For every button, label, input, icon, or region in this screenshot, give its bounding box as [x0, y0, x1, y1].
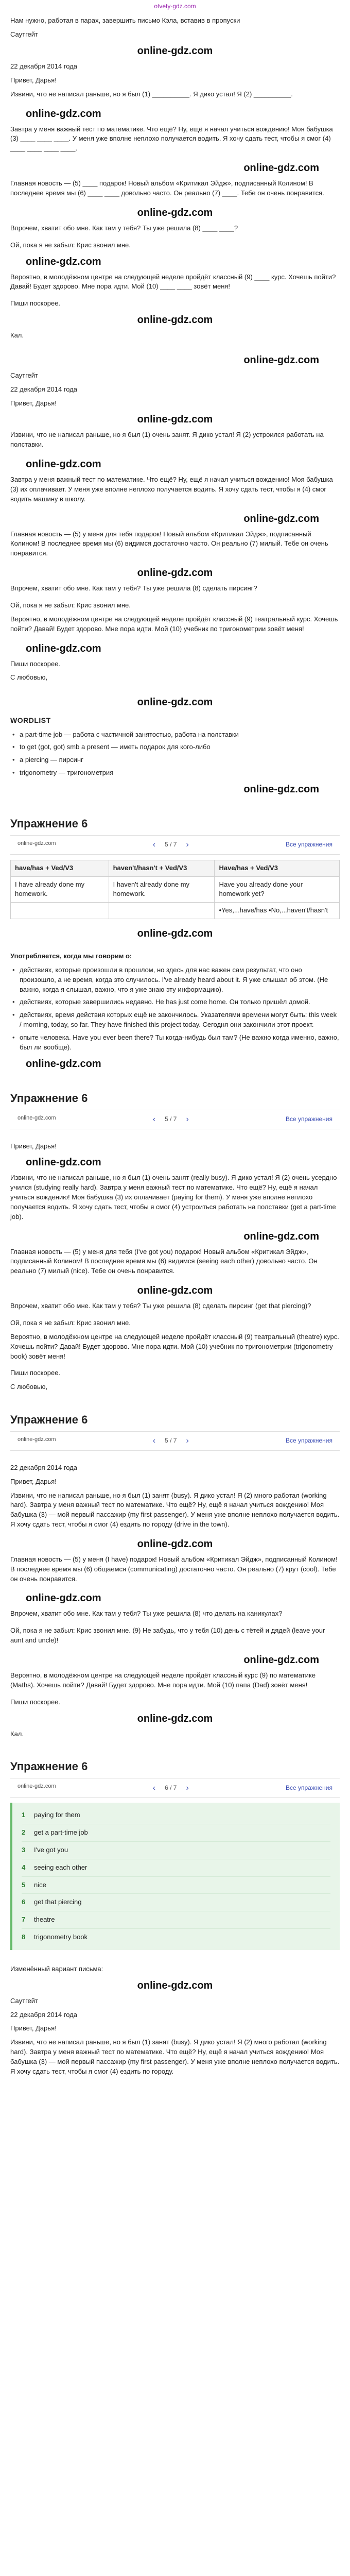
table-header: haven't/hasn't + Ved/V3: [109, 860, 215, 876]
exercise-section: [0, 1746, 350, 1960]
watermark: online-gdz.com: [26, 1058, 101, 1070]
answer-text: nice: [34, 1880, 46, 1889]
watermark: online-gdz.com: [137, 414, 213, 426]
letter-date: 22 декабря 2014 года: [10, 2010, 78, 2019]
list-item: • действиях, которые завершились недавно. He has just come home. Он только пришёл домой.: [10, 997, 340, 1007]
letter-paragraph: Пиши поскорее.: [10, 659, 61, 668]
letter-paragraph: Главная новость — (5) у меня для тебя (I've got you) подарок! Новый альбом «Критикал Эйдж», подписанный Колином! В последнее время мы (6) видимся (seeing each other) довольно часто. Он реально (7) милый (nice). Тебе он очень понравится.: [10, 1247, 318, 1275]
list-item: [22, 1929, 330, 1946]
site-link[interactable]: otvetу-gdz.com: [154, 3, 196, 10]
list-item: [22, 1859, 330, 1877]
list-item: [22, 1824, 330, 1842]
answer-text: theatre: [34, 1916, 55, 1924]
list-item: [22, 1877, 330, 1894]
letter-paragraph: Ой, пока я не забыл: Крис звонил мне.: [10, 1318, 131, 1327]
page-indicator: 5 / 7: [165, 1115, 177, 1123]
table-cell: [11, 903, 109, 919]
letter-paragraph: Вероятно, в молодёжном центре на следующей неделе пройдёт классный (9) театральный (theatre) курс. Хочешь пойти? Давай! Будет здорово. Мне пора идти. Мой (10) учебник по тригонометрии (trigonometry book) зовёт меня!: [10, 1332, 339, 1360]
answer-text: get a part-time job: [34, 1828, 88, 1837]
watermark: online-gdz.com: [137, 697, 213, 708]
letter-place: Саутгейт: [10, 30, 38, 39]
watermark: online-gdz.com: [26, 642, 101, 654]
letter-task: [0, 12, 350, 348]
all-exercises-link[interactable]: Все упражнения: [285, 841, 332, 849]
letter-greeting: Привет, Дарья!: [10, 76, 57, 84]
wordlist-heading: WORDLIST: [10, 716, 51, 725]
letter-date: 22 декабря 2014 года: [10, 385, 78, 393]
exercise-nav: [10, 1431, 340, 1451]
section-heading: Изменённый вариант письма:: [10, 1964, 103, 1973]
answer-text: seeing each other: [34, 1863, 87, 1871]
watermark: online-gdz.com: [18, 1114, 56, 1121]
letter-paragraph: Извини, что не написал раньше, но я был (1) занят (busy). Я дико устал! Я (2) много работал (working hard). Завтра у меня важный тест по математике. Что ещё? Ну, ещё я начал учиться вождению! Моя бабушка (3) — мой первый пассажир (my first passenger). У меня уже вполне неплохо получается водить. Я хочу сдать тест, чтобы я смог (4) ездить по городу.: [10, 2038, 340, 2075]
watermark: online-gdz.com: [137, 314, 213, 326]
answer-text: trigonometry book: [34, 1933, 88, 1941]
next-arrow-icon[interactable]: ›: [186, 1436, 189, 1446]
letter-greeting: Привет, Дарья!: [10, 399, 57, 407]
list-item: • trigonometry — тригонометрия: [10, 768, 340, 778]
exercise-section: [0, 1399, 350, 1459]
table-row: [11, 903, 340, 919]
watermark: online-gdz.com: [26, 459, 101, 470]
watermark: online-gdz.com: [243, 513, 319, 524]
watermark: online-gdz.com: [26, 1157, 101, 1168]
letter-paragraph: Извини, что не написал раньше, но я был (1) занят (busy). Я дико устал! Я (2) много работал (working hard). Завтра у меня важный тест по математике. Что ещё? Ну, ещё я начал учиться вождению! Моя бабушка (3) — мой первый пассажир (my first passenger). У меня уже вполне неплохо получается водить. Я хочу сдать тест, чтобы я смог (4) ездить по городу (drive in the town).: [10, 1491, 340, 1529]
letter-modified: [0, 1960, 350, 2087]
all-exercises-link[interactable]: Все упражнения: [285, 1115, 332, 1123]
answer-list: [10, 1803, 340, 1950]
letter-paragraph: Главная новость — (5) у меня (I have) подарок! Новый альбом «Критикал Эйдж», подписанный Колином! В последнее время мы (6) общаемся (communicating) достаточно часто. Он реально (7) крут (cool). Тебе он очень понравится.: [10, 1555, 338, 1583]
letter-variant: [0, 1459, 350, 1747]
answer-number: 3: [22, 1845, 26, 1854]
list-item: • to get (got, got) smb a present — иметь подарок для кого-либо: [10, 742, 340, 752]
watermark: online-gdz.com: [137, 1285, 213, 1297]
letter-paragraph: С любовью,: [10, 673, 48, 682]
watermark: online-gdz.com: [18, 1783, 56, 1790]
answer-number: 5: [22, 1880, 26, 1889]
watermark: online-gdz.com: [137, 567, 213, 579]
letter-paragraph: Пиши поскорее.: [10, 1369, 61, 1377]
letter-paragraph: Извини, что не написал раньше, но я был (1) очень занят (really busy). Я дико устал! Я (2) очень усердно учился (studying really hard). Завтра у меня важный тест по математике. Что ещё? Ну, ещё я начал учиться вождению! Моя бабушка (3) их оплачивает (paying for them). У меня уже вполне неплохо получается водить. Я хочу сдать тест, чтобы я смог (4) устроиться работать на полставки (get a part-time job).: [10, 1174, 337, 1221]
list-item: [22, 1842, 330, 1859]
exercise-section: [0, 803, 350, 947]
usage-section: [0, 947, 350, 1078]
watermark: online-gdz.com: [243, 783, 319, 795]
watermark: online-gdz.com: [137, 207, 213, 218]
table-header: have/has + Ved/V3: [11, 860, 109, 876]
answer-number: 7: [22, 1916, 26, 1924]
watermark: online-gdz.com: [137, 45, 213, 57]
exercise-pager: [153, 1435, 189, 1447]
watermark: online-gdz.com: [137, 1979, 213, 1991]
letter-sign: Кал.: [10, 331, 24, 340]
page-indicator: 5 / 7: [165, 1437, 177, 1445]
letter-paragraph: Впрочем, хватит обо мне. Как там у тебя? Ты уже решила (8) что делать на каникулах?: [10, 1609, 283, 1618]
watermark: online-gdz.com: [243, 1230, 319, 1242]
letter-date: 22 декабря 2014 года: [10, 1463, 78, 1471]
answer-text: get that piercing: [34, 1898, 82, 1906]
prev-arrow-icon[interactable]: ‹: [152, 1114, 156, 1124]
letter-paragraph: Впрочем, хватит обо мне. Как там у тебя? Ты уже решила (8) сделать пирсинг (get that piercing)?: [10, 1302, 311, 1310]
letter-paragraph: Извини, что не написал раньше, но я был (1) очень занят. Я дико устал! Я (2) устроился работать на полставки.: [10, 431, 324, 449]
list-item: [22, 1807, 330, 1824]
exercise-title: Упражнение 6: [10, 817, 88, 830]
watermark: online-gdz.com: [137, 1713, 213, 1724]
watermark: online-gdz.com: [137, 1538, 213, 1550]
list-item: • опыте человека. Have you ever been there? Ты когда-нибудь был там? (Не важно когда именно, важно, был ли вообще).: [10, 1033, 340, 1053]
letter-paragraph: Вероятно, в молодёжном центре на следующей неделе пройдёт классный (9) ____ курс. Хочешь пойти? Давай! Будет здорово. Мне пора идти. Мой (10) ____ ____ зовёт меня!: [10, 273, 336, 291]
letter-greeting: Привет, Дарья!: [10, 1142, 57, 1150]
usage-heading: Употребляется, когда мы говорим о:: [10, 952, 132, 960]
list-item: • a piercing — пирсинг: [10, 755, 340, 765]
watermark: online-gdz.com: [243, 354, 319, 366]
watermark: online-gdz.com: [137, 928, 213, 940]
answer-text: I've got you: [34, 1845, 68, 1854]
table-row: [11, 876, 340, 903]
letter-paragraph: Пиши поскорее.: [10, 299, 61, 308]
table-cell: I haven't already done my homework.: [109, 876, 215, 903]
prev-arrow-icon[interactable]: ‹: [152, 840, 156, 850]
all-exercises-link[interactable]: Все упражнения: [285, 1784, 332, 1791]
watermark: online-gdz.com: [18, 1436, 56, 1443]
prev-arrow-icon[interactable]: ‹: [152, 1783, 156, 1792]
exercise-title: Упражнение 6: [10, 1091, 88, 1105]
letter-paragraph: Впрочем, хватит обо мне. Как там у тебя? Ты уже решила (8) сделать пирсинг?: [10, 584, 257, 592]
exercise-nav: [10, 835, 340, 855]
letter-paragraph: Завтра у меня важный тест по математике. Что ещё? Ну, ещё я начал учиться вождению! Моя бабушка (3) ____ ____ ____. У меня уже вполне неплохо получается водить. Я хочу сдать тест, чтобы я смог (4) ____ ____ ____ ____.: [10, 125, 333, 152]
exercise-pager: [153, 1782, 189, 1794]
task-intro: Нам нужно, работая в парах, завершить письмо Кэла, вставив в пропуски: [10, 16, 240, 25]
watermark: online-gdz.com: [26, 256, 101, 267]
letter-date: 22 декабря 2014 года: [10, 62, 78, 71]
exercise-pager: [153, 1113, 189, 1125]
answer-text: paying for them: [34, 1811, 80, 1819]
letter-paragraph: Извини, что не написал раньше, но я был (1) __________. Я дико устал! Я (2) __________.: [10, 90, 293, 98]
exercise-title: Упражнение 6: [10, 1413, 88, 1427]
exercise-nav: [10, 1110, 340, 1129]
letter-paragraph: Завтра у меня важный тест по математике. Что ещё? Ну, ещё я начал учиться вождению! Моя бабушка (3) их оплачивает. У меня уже вполне неплохо получается водить. Я хочу сдать тест, чтобы я (4) смог водить машину в школу.: [10, 476, 333, 503]
letter-paragraph: Впрочем, хватит обо мне. Как там у тебя? Ты уже решила (8) ____ ____?: [10, 224, 238, 232]
grammar-table: [10, 860, 340, 919]
letter-paragraph: Главная новость — (5) у меня для тебя подарок! Новый альбом «Критикал Эйдж», подписанный Колином! В последнее время мы (6) видимся достаточно часто. Он реально (7) милый. Тебе он очень понравится.: [10, 530, 328, 557]
watermark: online-gdz.com: [26, 1592, 101, 1604]
wordlist-items: [10, 730, 340, 778]
watermark: online-gdz.com: [243, 1654, 319, 1666]
all-exercises-link[interactable]: Все упражнения: [285, 1437, 332, 1445]
table-cell: •Yes,...have/has •No,...haven't/hasn't: [215, 903, 340, 919]
letter-paragraph: Ой, пока я не забыл: Крис звонил мне.: [10, 241, 131, 249]
usage-items: [10, 965, 340, 1053]
answer-number: 6: [22, 1898, 26, 1906]
list-item: • a part-time job — работа с частичной занятостью, работа на полставки: [10, 730, 340, 740]
letter-paragraph: Ой, пока я не забыл: Крис звонил мне. (9) Не забудь, что у тебя (10) день с тётей и дядей (leave your aunt and uncle)!: [10, 1626, 325, 1645]
letter-paragraph: Вероятно, в молодёжном центре на следующей неделе пройдёт классный (9) театральный курс. Хочешь пойти? Давай! Будет здорово. Мне пора идти. Мой (10) учебник по тригонометрии зовёт меня!: [10, 615, 338, 633]
answer-number: 4: [22, 1863, 26, 1871]
page-indicator: 6 / 7: [165, 1784, 177, 1791]
exercise-title: Упражнение 6: [10, 1760, 88, 1773]
next-arrow-icon[interactable]: ›: [186, 1783, 189, 1792]
letter-paragraph: Ой, пока я не забыл: Крис звонил мне.: [10, 601, 131, 609]
wordlist: [0, 690, 350, 803]
letter-answers: [0, 1138, 350, 1400]
watermark: online-gdz.com: [243, 162, 319, 174]
letter-sign: Кал.: [10, 1730, 24, 1738]
letter-paragraph: Главная новость — (5) ____ подарок! Новый альбом «Критикал Эйдж», подписанный Колином! В последнее время мы (6) ____ ____ довольно часто. Он реально (7) ____. Тебе он очень понравится.: [10, 179, 324, 197]
table-cell: I have already done my homework.: [11, 876, 109, 903]
table-cell: Have you already done your homework yet?: [215, 876, 340, 903]
list-item: • действиях, время действия которых ещё не закончилось. Указателями времени могут быть: this week / morning, today, so far. They have finished this project today. Сегодня они закончили этот проект.: [10, 1010, 340, 1030]
watermark: online-gdz.com: [26, 108, 101, 120]
letter-translation: [0, 348, 350, 690]
letter-greeting: Привет, Дарья!: [10, 2024, 57, 2032]
table-header: Have/has + Ved/V3: [215, 860, 340, 876]
letter-paragraph: Пиши поскорее.: [10, 1698, 61, 1706]
watermark: online-gdz.com: [18, 840, 56, 846]
answer-number: 1: [22, 1811, 26, 1819]
exercise-section: [0, 1078, 350, 1138]
letter-place: Саутгейт: [10, 1996, 38, 2005]
answer-number: 2: [22, 1828, 26, 1837]
next-arrow-icon[interactable]: ›: [186, 1114, 189, 1124]
exercise-nav: [10, 1778, 340, 1798]
letter-paragraph: Вероятно, в молодёжном центре на следующей неделе пройдёт классный курс (9) по математике (Maths). Хочешь пойти? Давай! Будет здорово. Мне пора идти. Мой (10) папа (Dad) зовёт меня!: [10, 1671, 316, 1689]
list-item: [22, 1911, 330, 1929]
list-item: • действиях, которые произошли в прошлом, но здесь для нас важен сам результат, что оно произошло, а не время, когда это случилось. I've already heard about it. Я уже слышал об этом. (Не важно, когда я слышал, важно, что я уже знаю эту информацию).: [10, 965, 340, 995]
letter-greeting: Привет, Дарья!: [10, 1477, 57, 1485]
prev-arrow-icon[interactable]: ‹: [152, 1436, 156, 1446]
letter-place: Саутгейт: [10, 371, 38, 379]
page-indicator: 5 / 7: [165, 841, 177, 849]
letter-paragraph: С любовью,: [10, 1383, 48, 1391]
table-cell: [109, 903, 215, 919]
answer-number: 8: [22, 1933, 26, 1941]
list-item: [22, 1894, 330, 1911]
next-arrow-icon[interactable]: ›: [186, 840, 189, 850]
exercise-pager: [153, 839, 189, 851]
